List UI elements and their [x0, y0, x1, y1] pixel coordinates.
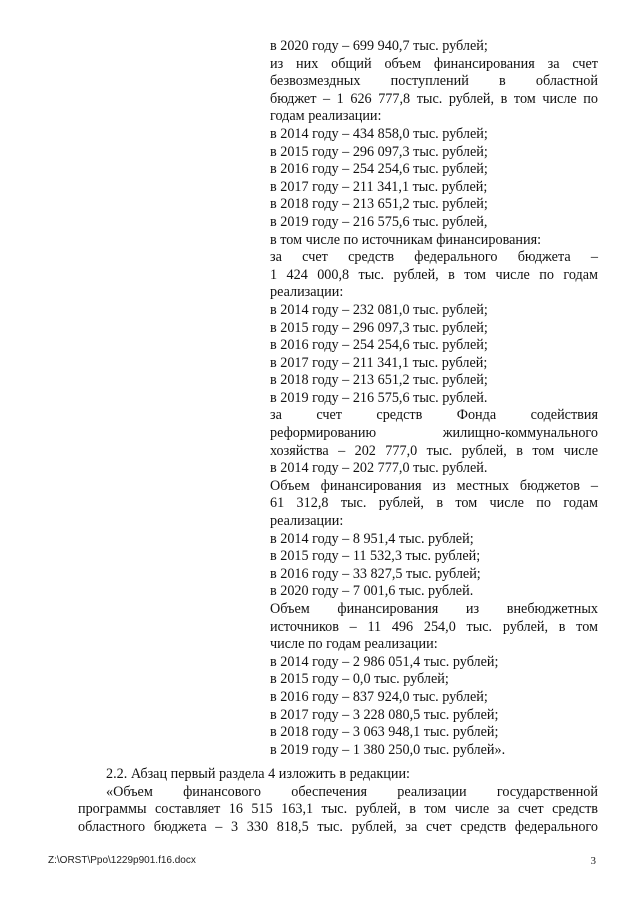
text-line: в 2015 году – 296 097,3 тыс. рублей;	[270, 319, 488, 336]
text-line: «Объем финансового обеспечения реализации государственной	[106, 783, 598, 800]
text-line: в 2016 году – 254 254,6 тыс. рублей;	[270, 161, 488, 178]
text-line: в 2019 году – 216 575,6 тыс. рублей,	[270, 213, 488, 230]
text-line: числе по годам реализации:	[270, 636, 438, 653]
text-line: из них общий объем финансирования за счет	[270, 55, 598, 72]
section-amendment	[78, 766, 598, 836]
text-line: в 2018 году – 213 651,2 тыс. рублей;	[270, 372, 488, 389]
text-line: в 2015 году – 11 532,3 тыс. рублей;	[270, 548, 481, 565]
funding-list-column	[270, 38, 598, 759]
text-line: бюджет – 1 626 777,8 тыс. рублей, в том числе по	[270, 90, 598, 107]
text-line: в 2017 году – 3 228 080,5 тыс. рублей;	[270, 706, 499, 723]
text-line: Объем финансирования из местных бюджетов –	[270, 477, 598, 494]
text-line: в 2019 году – 1 380 250,0 тыс. рублей».	[270, 741, 506, 758]
text-line: за счет средств Фонда содействия	[270, 407, 598, 424]
text-line: за счет средств федерального бюджета –	[270, 249, 598, 266]
footer-file-path: Z:\ORST\Ppo\1229p901.f16.docx	[48, 855, 196, 866]
text-line: в 2014 году – 434 858,0 тыс. рублей;	[270, 125, 488, 142]
text-line: в том числе по источникам финансирования:	[270, 231, 542, 248]
text-line: источников – 11 496 254,0 тыс. рублей, в том	[270, 618, 598, 635]
text-line: в 2014 году – 2 986 051,4 тыс. рублей;	[270, 653, 499, 670]
text-line: реализации:	[270, 513, 344, 530]
text-line: в 2014 году – 8 951,4 тыс. рублей;	[270, 530, 474, 547]
text-line: в 2016 году – 254 254,6 тыс. рублей;	[270, 337, 488, 354]
text-line: в 2014 году – 202 777,0 тыс. рублей.	[270, 460, 488, 477]
text-line: программы составляет 16 515 163,1 тыс. рублей, в том числе за счет средств	[78, 801, 598, 818]
footer-page-number: 3	[590, 855, 596, 867]
text-line: в 2017 году – 211 341,1 тыс. рублей;	[270, 178, 488, 195]
section-heading: 2.2. Абзац первый раздела 4 изложить в редакции:	[106, 766, 410, 782]
text-line: реформированию жилищно-коммунального	[270, 425, 598, 442]
text-line: 1 424 000,8 тыс. рублей, в том числе по годам	[270, 266, 598, 283]
text-line: в 2019 году – 216 575,6 тыс. рублей.	[270, 389, 488, 406]
text-line: в 2015 году – 0,0 тыс. рублей;	[270, 671, 449, 688]
text-line: областного бюджета – 3 330 818,5 тыс. рублей, за счет средств федерального	[78, 818, 598, 835]
text-line: в 2018 году – 3 063 948,1 тыс. рублей;	[270, 724, 499, 741]
text-line: годам реализации:	[270, 108, 382, 125]
text-line: реализации:	[270, 284, 344, 301]
text-line: в 2018 году – 213 651,2 тыс. рублей;	[270, 196, 488, 213]
text-line: в 2014 году – 232 081,0 тыс. рублей;	[270, 301, 488, 318]
text-line: Объем финансирования из внебюджетных	[270, 601, 598, 617]
text-line: в 2020 году – 699 940,7 тыс. рублей;	[270, 38, 488, 54]
text-line: безвозмездных поступлений в областной	[270, 73, 598, 90]
text-line: в 2020 году – 7 001,6 тыс. рублей.	[270, 583, 474, 600]
text-line: в 2017 году – 211 341,1 тыс. рублей;	[270, 354, 488, 371]
text-line: в 2016 году – 33 827,5 тыс. рублей;	[270, 565, 481, 582]
text-line: в 2015 году – 296 097,3 тыс. рублей;	[270, 143, 488, 160]
text-line: 61 312,8 тыс. рублей, в том числе по годам	[270, 495, 598, 512]
text-line: хозяйства – 202 777,0 тыс. рублей, в том числе	[270, 442, 598, 459]
text-line: в 2016 году – 837 924,0 тыс. рублей;	[270, 688, 488, 705]
